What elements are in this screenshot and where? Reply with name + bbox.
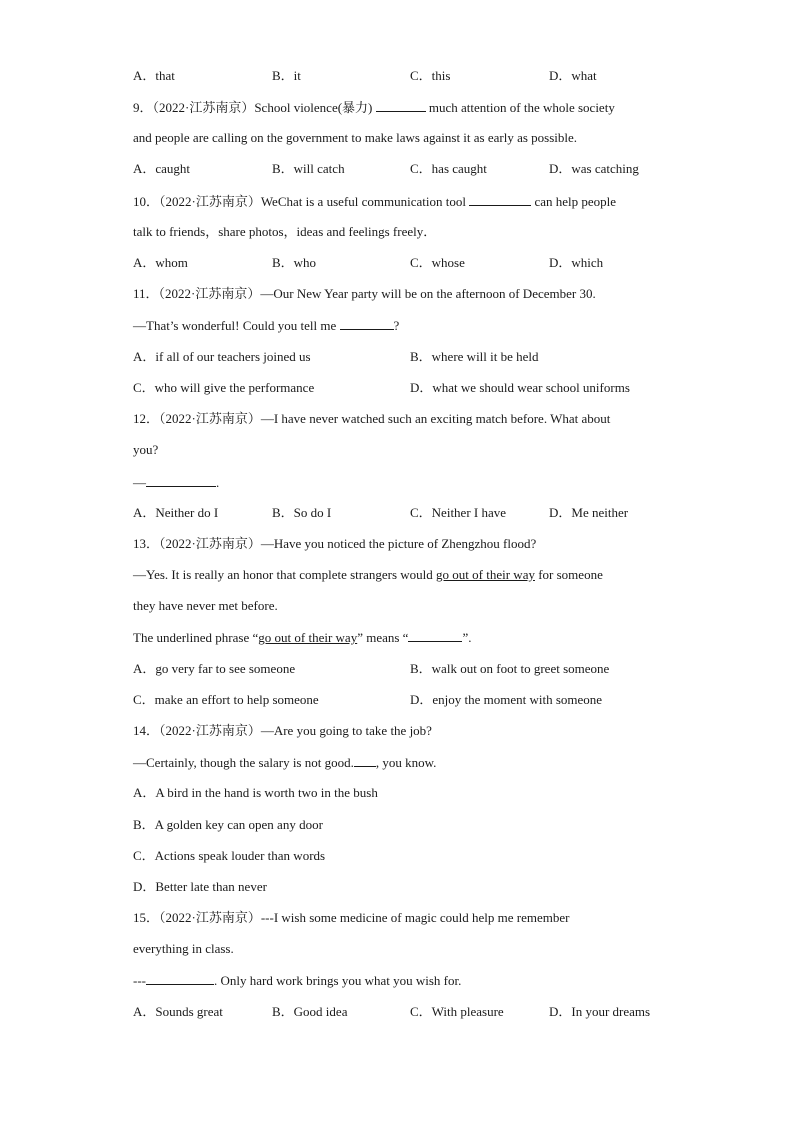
q15-option-c[interactable]: C．With pleasure	[410, 1004, 504, 1019]
q13-stem-line3: they have never met before.	[133, 598, 278, 613]
q12-stem-line3: — .	[133, 475, 220, 490]
q12-option-c[interactable]: C．Neither I have	[410, 505, 507, 520]
q13-option-b[interactable]: B．walk out on foot to greet someone	[410, 661, 610, 676]
q14-option-c[interactable]: C．Actions speak louder than words	[133, 848, 326, 863]
answer-blank[interactable]	[340, 317, 394, 330]
q10-stem-line2: talk to friends，share photos，ideas and feelings freely．	[133, 224, 437, 239]
answer-blank[interactable]	[354, 754, 376, 767]
q15-option-d[interactable]: D．In your dreams	[549, 1004, 651, 1019]
q12-option-a[interactable]: A．Neither do I	[133, 505, 219, 520]
q11-option-c[interactable]: C．who will give the performance	[133, 380, 315, 395]
q13-stem-line1: 13．（2022·江苏南京）—Have you noticed the picture of Zhengzhou flood?	[133, 536, 537, 551]
q15-stem-line3: --- . Only hard work brings you what you wish for.	[133, 973, 462, 988]
q15-option-a[interactable]: A．Sounds great	[133, 1004, 223, 1019]
q11-option-b[interactable]: B．where will it be held	[410, 349, 539, 364]
q15-stem-line2: everything in class.	[133, 941, 234, 956]
q14-option-d[interactable]: D．Better late than never	[133, 879, 267, 894]
q14-option-a[interactable]: A．A bird in the hand is worth two in the bush	[133, 785, 378, 800]
q10-option-d[interactable]: D．which	[549, 255, 604, 270]
q8-option-d[interactable]: D．what	[549, 68, 597, 83]
q13-option-c[interactable]: C．make an effort to help someone	[133, 692, 319, 707]
q10-stem-line1: 10．（2022·江苏南京）WeChat is a useful communication tool can help people	[133, 194, 617, 209]
q14-option-b[interactable]: B．A golden key can open any door	[133, 817, 323, 832]
q14-stem-line2: —Certainly, though the salary is not good. , you know.	[133, 755, 437, 770]
q13-stem-line2: —Yes. It is really an honor that complete strangers would go out of their way for someone	[133, 567, 603, 582]
q9-option-a[interactable]: A．caught	[133, 161, 191, 176]
q9-option-c[interactable]: C．has caught	[410, 161, 487, 176]
q14-stem-line1: 14．（2022·江苏南京）—Are you going to take the job?	[133, 723, 432, 738]
q10-option-b[interactable]: B．who	[272, 255, 317, 270]
q8-option-a[interactable]: A．that	[133, 68, 175, 83]
q15-option-b[interactable]: B．Good idea	[272, 1004, 348, 1019]
q10-option-c[interactable]: C．whose	[410, 255, 465, 270]
q12-option-b[interactable]: B．So do I	[272, 505, 332, 520]
q11-option-a[interactable]: A．if all of our teachers joined us	[133, 349, 311, 364]
q8-option-b[interactable]: B．it	[272, 68, 301, 83]
answer-blank[interactable]	[146, 972, 214, 985]
q9-option-d[interactable]: D．was catching	[549, 161, 639, 176]
answer-blank[interactable]	[146, 474, 216, 487]
q12-option-d[interactable]: D．Me neither	[549, 505, 629, 520]
q11-option-d[interactable]: D．what we should wear school uniforms	[410, 380, 630, 395]
q10-option-a[interactable]: A．whom	[133, 255, 188, 270]
q12-stem-line1: 12．（2022·江苏南京）—I have never watched such an exciting match before. What about	[133, 411, 611, 426]
q13-option-a[interactable]: A．go very far to see someone	[133, 661, 296, 676]
q13-option-d[interactable]: D．enjoy the moment with someone	[410, 692, 603, 707]
answer-blank[interactable]	[408, 629, 462, 642]
answer-blank[interactable]	[469, 193, 531, 206]
underlined-phrase: go out of their way	[436, 567, 535, 582]
q9-stem-line2: and people are calling on the government to make laws against it as early as possible.	[133, 130, 578, 145]
q13-stem-line4: The underlined phrase “go out of their way” means “ ”.	[133, 630, 472, 645]
q8-option-c[interactable]: C．this	[410, 68, 451, 83]
q9-option-b[interactable]: B．will catch	[272, 161, 345, 176]
q12-stem-line2: you?	[133, 442, 159, 457]
q11-stem-line2: —That’s wonderful! Could you tell me ?	[133, 318, 400, 333]
answer-blank[interactable]	[376, 99, 426, 112]
q15-stem-line1: 15．（2022·江苏南京）---I wish some medicine of magic could help me remember	[133, 910, 570, 925]
underlined-phrase: go out of their way	[258, 630, 358, 645]
q11-stem-line1: 11．（2022·江苏南京）—Our New Year party will be on the afternoon of December 30.	[133, 286, 596, 301]
q9-stem-line1: 9．（2022·江苏南京）School violence(暴力) much attention of the whole society	[133, 100, 615, 115]
